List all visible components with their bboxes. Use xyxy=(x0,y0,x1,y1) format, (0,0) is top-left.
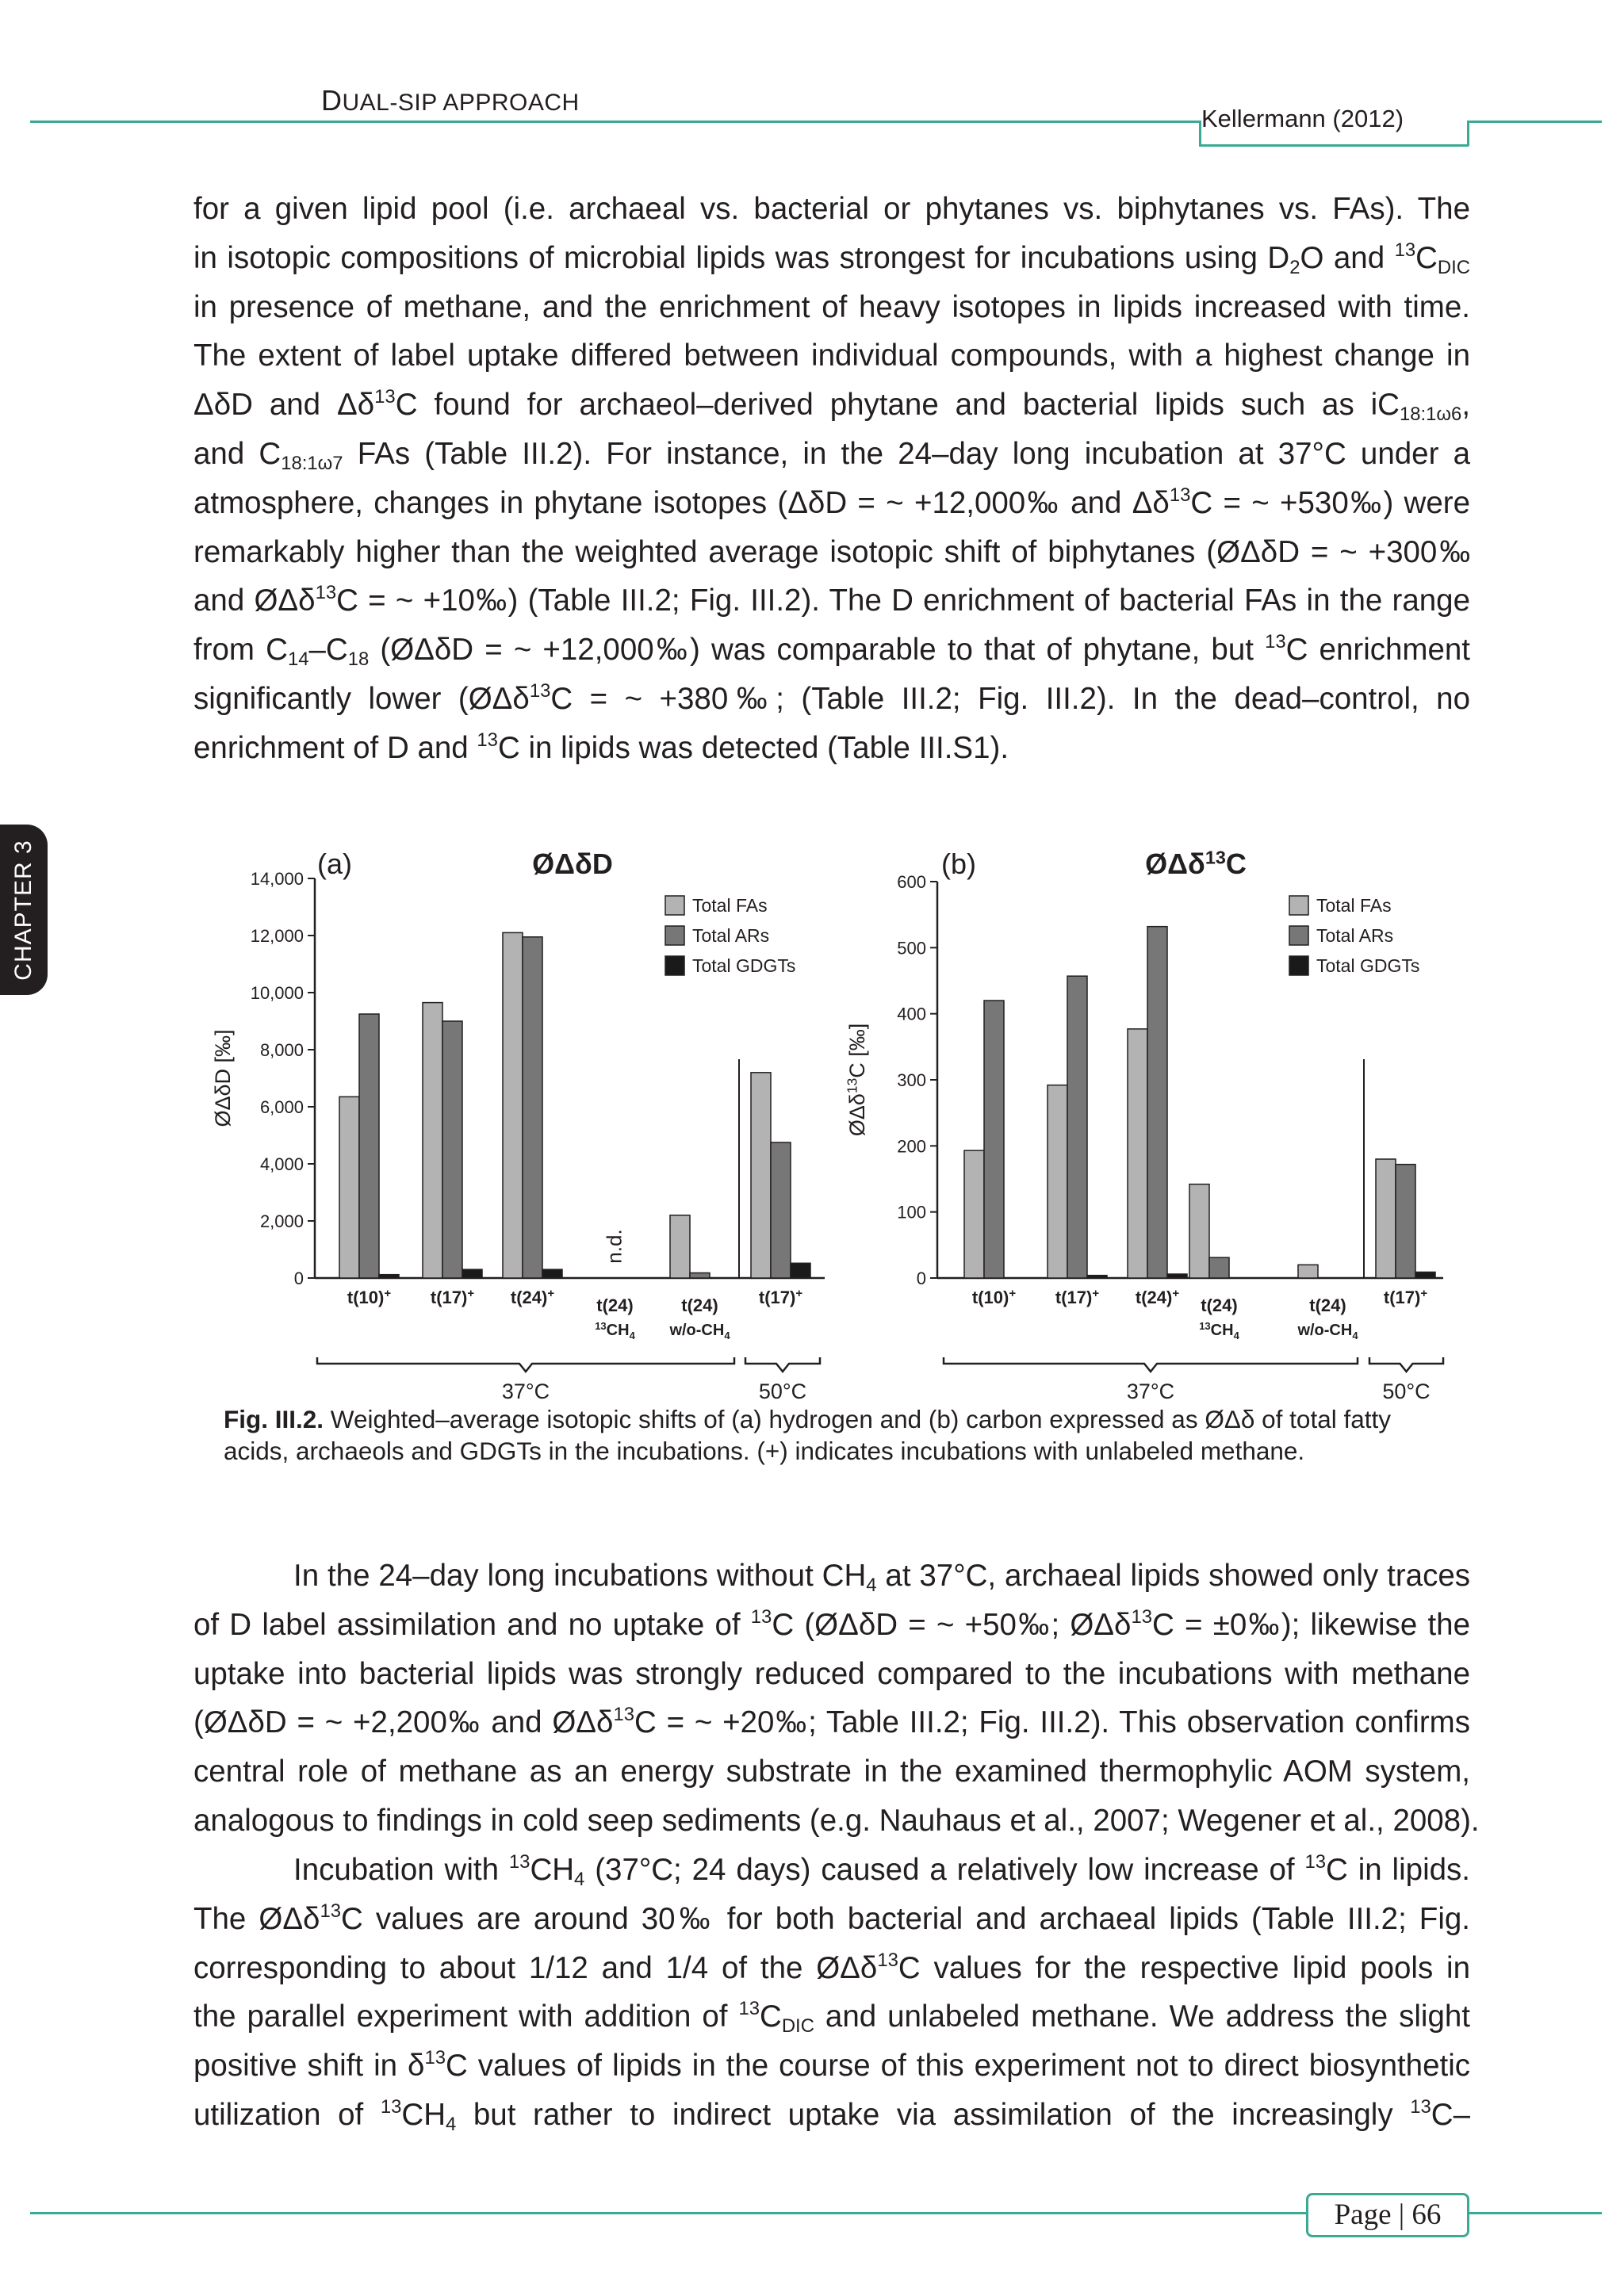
y-tick-label: 8,000 xyxy=(259,1040,304,1060)
group-brace xyxy=(944,1357,1358,1372)
bar xyxy=(503,932,523,1278)
y-tick-label: 6,000 xyxy=(259,1097,304,1117)
legend-swatch xyxy=(1289,956,1308,975)
page-number: Page | 66 xyxy=(1306,2193,1469,2237)
legend-entry: Total ARs xyxy=(1316,925,1394,946)
x-tick-label: t(10)+ xyxy=(347,1287,392,1307)
bar xyxy=(1128,1029,1147,1278)
bar xyxy=(462,1269,482,1278)
bar xyxy=(1415,1272,1435,1279)
bar xyxy=(751,1073,771,1278)
x-tick-sublabel: $w/o-CH_4$ xyxy=(669,1322,730,1341)
x-tick-label: t(24) xyxy=(681,1295,718,1315)
header-rule-step-right xyxy=(1467,121,1469,146)
x-tick-label: t(24)+ xyxy=(1135,1287,1180,1307)
legend-entry: Total ARs xyxy=(692,925,770,946)
x-tick-label: t(24) xyxy=(596,1295,634,1315)
bar xyxy=(523,937,542,1278)
running-author: Kellermann (2012) xyxy=(1201,105,1404,132)
y-tick-label: 600 xyxy=(897,872,926,892)
y-tick-label: 0 xyxy=(293,1269,304,1288)
bar xyxy=(1087,1276,1107,1278)
bar xyxy=(1376,1159,1396,1278)
group-label: 37°C xyxy=(501,1380,550,1403)
x-tick-label: t(24) xyxy=(1309,1295,1346,1315)
bar xyxy=(1209,1257,1229,1278)
bar xyxy=(984,1001,1004,1278)
chart-panel-b xyxy=(845,847,1443,1403)
y-tick-label: 14,000 xyxy=(250,869,304,889)
y-tick-label: 10,000 xyxy=(250,983,304,1003)
bar xyxy=(964,1150,984,1278)
x-tick-label: t(17)+ xyxy=(758,1287,803,1307)
not-determined-note: n.d. xyxy=(602,1229,626,1264)
chart-title: ØΔδ$^{13}$C xyxy=(1145,847,1247,880)
legend-entry: Total GDGTs xyxy=(692,955,796,976)
x-tick-label: t(10)+ xyxy=(971,1287,1017,1307)
y-tick-label: 300 xyxy=(897,1070,926,1090)
legend-swatch xyxy=(665,896,684,915)
y-axis-label: ØΔδD [‰] xyxy=(211,1029,235,1127)
header-rule-right xyxy=(1467,121,1602,123)
chart-panel-a xyxy=(211,848,825,1403)
figure-caption-label: Fig. III.2. xyxy=(224,1405,324,1433)
y-axis-label: ØΔδ$^{13}$C [‰] xyxy=(844,1023,869,1137)
y-tick-label: 12,000 xyxy=(250,926,304,946)
x-tick-sublabel: $^{13}CH_4$ xyxy=(595,1320,635,1341)
bar xyxy=(771,1142,791,1278)
chart-title: ØΔδD xyxy=(532,848,613,880)
x-tick-sublabel: $w/o-CH_4$ xyxy=(1297,1322,1358,1341)
group-label: 50°C xyxy=(1382,1380,1431,1403)
y-tick-label: 0 xyxy=(916,1269,926,1288)
x-tick-sublabel: $^{13}CH_4$ xyxy=(1199,1320,1239,1341)
y-tick-label: 200 xyxy=(897,1136,926,1157)
legend-entry: Total FAs xyxy=(692,895,768,916)
bar xyxy=(791,1263,810,1278)
y-tick-label: 100 xyxy=(897,1202,926,1223)
panel-label: (b) xyxy=(941,848,976,880)
bar xyxy=(1167,1274,1187,1278)
footer-rule-right xyxy=(1469,2212,1602,2214)
x-tick-label: t(24)+ xyxy=(510,1287,555,1307)
legend-swatch xyxy=(1289,896,1308,915)
y-tick-label: 4,000 xyxy=(259,1154,304,1174)
bar xyxy=(442,1021,462,1278)
y-tick-label: 500 xyxy=(897,938,926,959)
chapter-tab-label: CHAPTER 3 xyxy=(10,840,36,981)
bar xyxy=(690,1273,710,1278)
x-tick-label: t(17)+ xyxy=(1383,1287,1428,1307)
panel-label: (a) xyxy=(317,848,352,880)
legend-swatch xyxy=(665,926,684,945)
bar xyxy=(542,1269,562,1278)
legend-swatch xyxy=(665,956,684,975)
paragraph-3: Incubation with $^{13}CH_4$ (37°C; 24 days) caused a relatively low increase of $^{13}$C in lipids. The ØΔδ$^{13}$C values are around 30‰ for both bacterial and archaeal lipids (Table III.2; Fig. corresponding to about 1/12 and 1/4 of the ØΔδ$^{13}$C values for the respective lipid pools in the parallel experiment with addition of $^{13}C_{DIC}$ and unlabeled methane. We address the slight positive shift in $\delta^{13}C$ values of lipids in the course of this experiment not to direct biosynthetic utilization of $^{13}CH_4$ but rather to indirect uptake via assimilation of the increasingly $^{13}$C– xyxy=(193,1851,1470,2136)
bar xyxy=(1048,1085,1067,1278)
bar xyxy=(1147,927,1167,1278)
bar xyxy=(1298,1265,1318,1278)
y-tick-label: 2,000 xyxy=(259,1211,304,1231)
group-label: 50°C xyxy=(758,1380,807,1403)
group-label: 37°C xyxy=(1126,1380,1175,1403)
figure-caption xyxy=(224,1403,1461,1467)
bar xyxy=(1067,976,1087,1278)
bar xyxy=(1396,1165,1415,1278)
bar xyxy=(339,1096,359,1278)
paragraph-2: In the 24–day long incubations without $CH_4$ at 37°C, archaeal lipids showed only traces of D label assimilation and no uptake of $^{13}$C (ØΔδD = ~ +50‰; ØΔδ$^{13}$C = ±0‰); likewise the uptake into bacterial lipids was strongly reduced compared to the incubations with methane (ØΔδD = ~ +2,200‰ and ØΔδ$^{13}$C = ~ +20‰; Table III.2; Fig. III.2). This observation confirms central role of methane as an energy substrate in the examined thermophylic AOM system, analogous to findings in cold seep sediments (e.g. Nauhaus et al., 2007; Wegener et al., 2008). xyxy=(193,1559,1480,1838)
legend-swatch xyxy=(1289,926,1308,945)
bar xyxy=(359,1014,379,1278)
paragraph-1: for a given lipid pool (i.e. archaeal vs. bacterial or phytanes vs. biphytanes vs. FAs). The in isotopic compositions of microbial lipids was strongest for incubations using $D_2O$ and $^{13}C_{DIC}$ in presence of methane, and the enrichment of heavy isotopes in lipids increased with time. The extent of label uptake differed between individual compounds, with a highest change in ΔδD and $\Delta\delta^{13}C$ found for archaeol–derived phytane and bacterial lipids such as $iC_{18:1\omega 6}$, and $C_{18:1\omega 7}$ FAs (Table III.2). For instance, in the 24–day long incubation at 37°C under a atmosphere, changes in phytane isotopes (ΔδD = ~ +12,000‰ and $\Delta\delta^{13}C$ = ~ +530‰) were remarkably higher than the weighted average isotopic shift of biphytanes (ØΔδD = ~ +300‰ and ØΔδ$^{13}$C = ~ +10‰) (Table III.2; Fig. III.2). The D enrichment of bacterial FAs in the range from $C_{14}-C_{18}$ (ØΔδD = ~ +12,000‰) was comparable to that of phytane, but $^{13}$C enrichment significantly lower (ØΔδ$^{13}$C = ~ +380‰; (Table III.2; Fig. III.2). In the dead–control, no enrichment of D and $^{13}$C in lipids was detected (Table III.S1). xyxy=(193,192,1470,765)
x-tick-label: t(17)+ xyxy=(1055,1287,1100,1307)
bar xyxy=(670,1215,690,1278)
x-tick-label: t(24) xyxy=(1201,1295,1238,1315)
legend-entry: Total GDGTs xyxy=(1316,955,1420,976)
header-rule-mid xyxy=(1199,144,1469,147)
header-rule-left xyxy=(30,121,1200,123)
group-brace xyxy=(1369,1357,1443,1372)
legend-entry: Total FAs xyxy=(1316,895,1392,916)
y-tick-label: 400 xyxy=(897,1004,926,1024)
bar xyxy=(1189,1184,1209,1278)
figure-caption-text: Weighted–average isotopic shifts of (a) hydrogen and (b) carbon expressed as ØΔδ of total fatty acids, archaeols and GDGTs in the incubations. (+) indicates incubations with unlabeled methane. xyxy=(224,1405,1391,1465)
x-tick-label: t(17)+ xyxy=(430,1287,475,1307)
group-brace xyxy=(317,1357,734,1372)
group-brace xyxy=(745,1357,820,1372)
bar xyxy=(379,1275,399,1278)
bar xyxy=(423,1003,442,1278)
running-title: DUAL-SIP APPROACH xyxy=(321,84,580,117)
footer-rule-left xyxy=(30,2212,1306,2214)
figure-iii-2 xyxy=(0,809,1624,1427)
